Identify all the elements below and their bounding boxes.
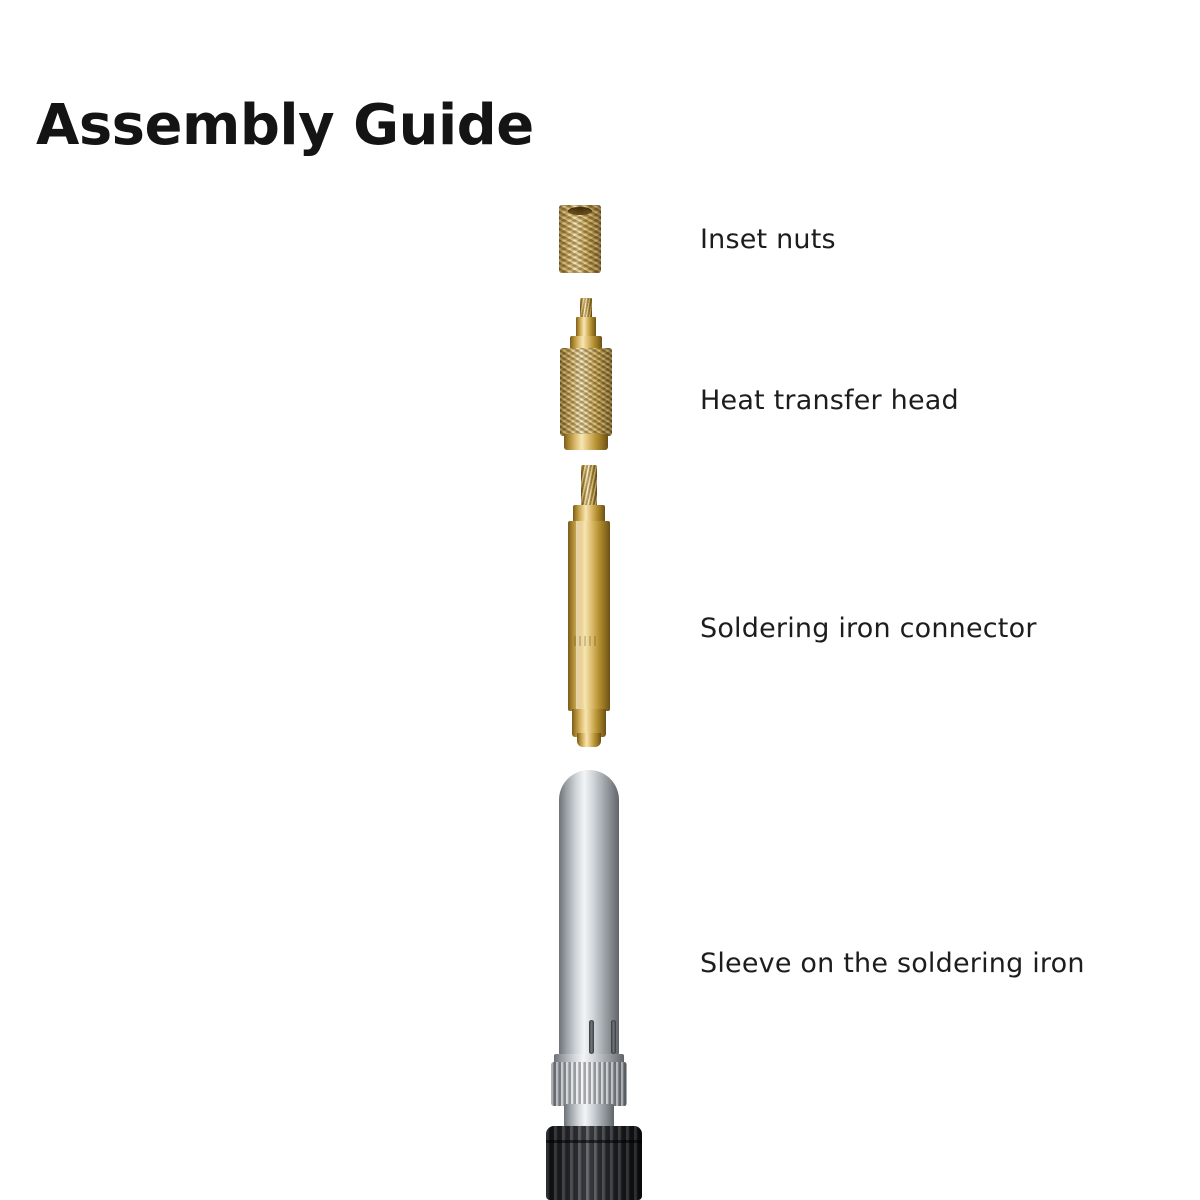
inset-nut-body (559, 205, 601, 273)
connector-threaded-screw (581, 465, 597, 507)
sleeve-barrel (559, 798, 619, 1056)
soldering-iron-handle-grip (546, 1126, 642, 1200)
connector-shaft (568, 521, 610, 711)
sleeve-vent-slot-left (589, 1020, 594, 1054)
label-heat-transfer-head: Heat transfer head (700, 385, 959, 416)
part-inset-nuts (559, 205, 601, 273)
part-sleeve-soldering-iron (540, 770, 650, 1200)
inset-nut-knurling (559, 205, 601, 273)
label-inset-nuts: Inset nuts (700, 224, 836, 255)
head-base (564, 434, 608, 450)
connector-tail-tip (577, 733, 601, 747)
head-threaded-tip (580, 298, 592, 318)
connector-surface-marking (574, 636, 598, 646)
part-heat-transfer-head (556, 298, 616, 450)
head-neck (576, 317, 596, 337)
connector-highlight (576, 521, 583, 711)
sleeve-knurled-nut (551, 1062, 627, 1106)
sleeve-vent-slot-right (611, 1020, 616, 1054)
sleeve-nut-knurling (551, 1062, 627, 1106)
head-knurling (560, 348, 612, 436)
label-soldering-iron-connector: Soldering iron connector (700, 613, 1037, 644)
inset-nut-bore (568, 207, 592, 215)
part-soldering-iron-connector (558, 465, 620, 747)
head-tip-threads (580, 298, 592, 318)
handle-band (546, 1140, 642, 1143)
page-title: Assembly Guide (36, 92, 534, 158)
connector-screw-threads (581, 465, 597, 507)
head-knurled-body (560, 348, 612, 436)
handle-flutes (546, 1126, 642, 1200)
label-sleeve-soldering-iron: Sleeve on the soldering iron (700, 948, 1085, 979)
